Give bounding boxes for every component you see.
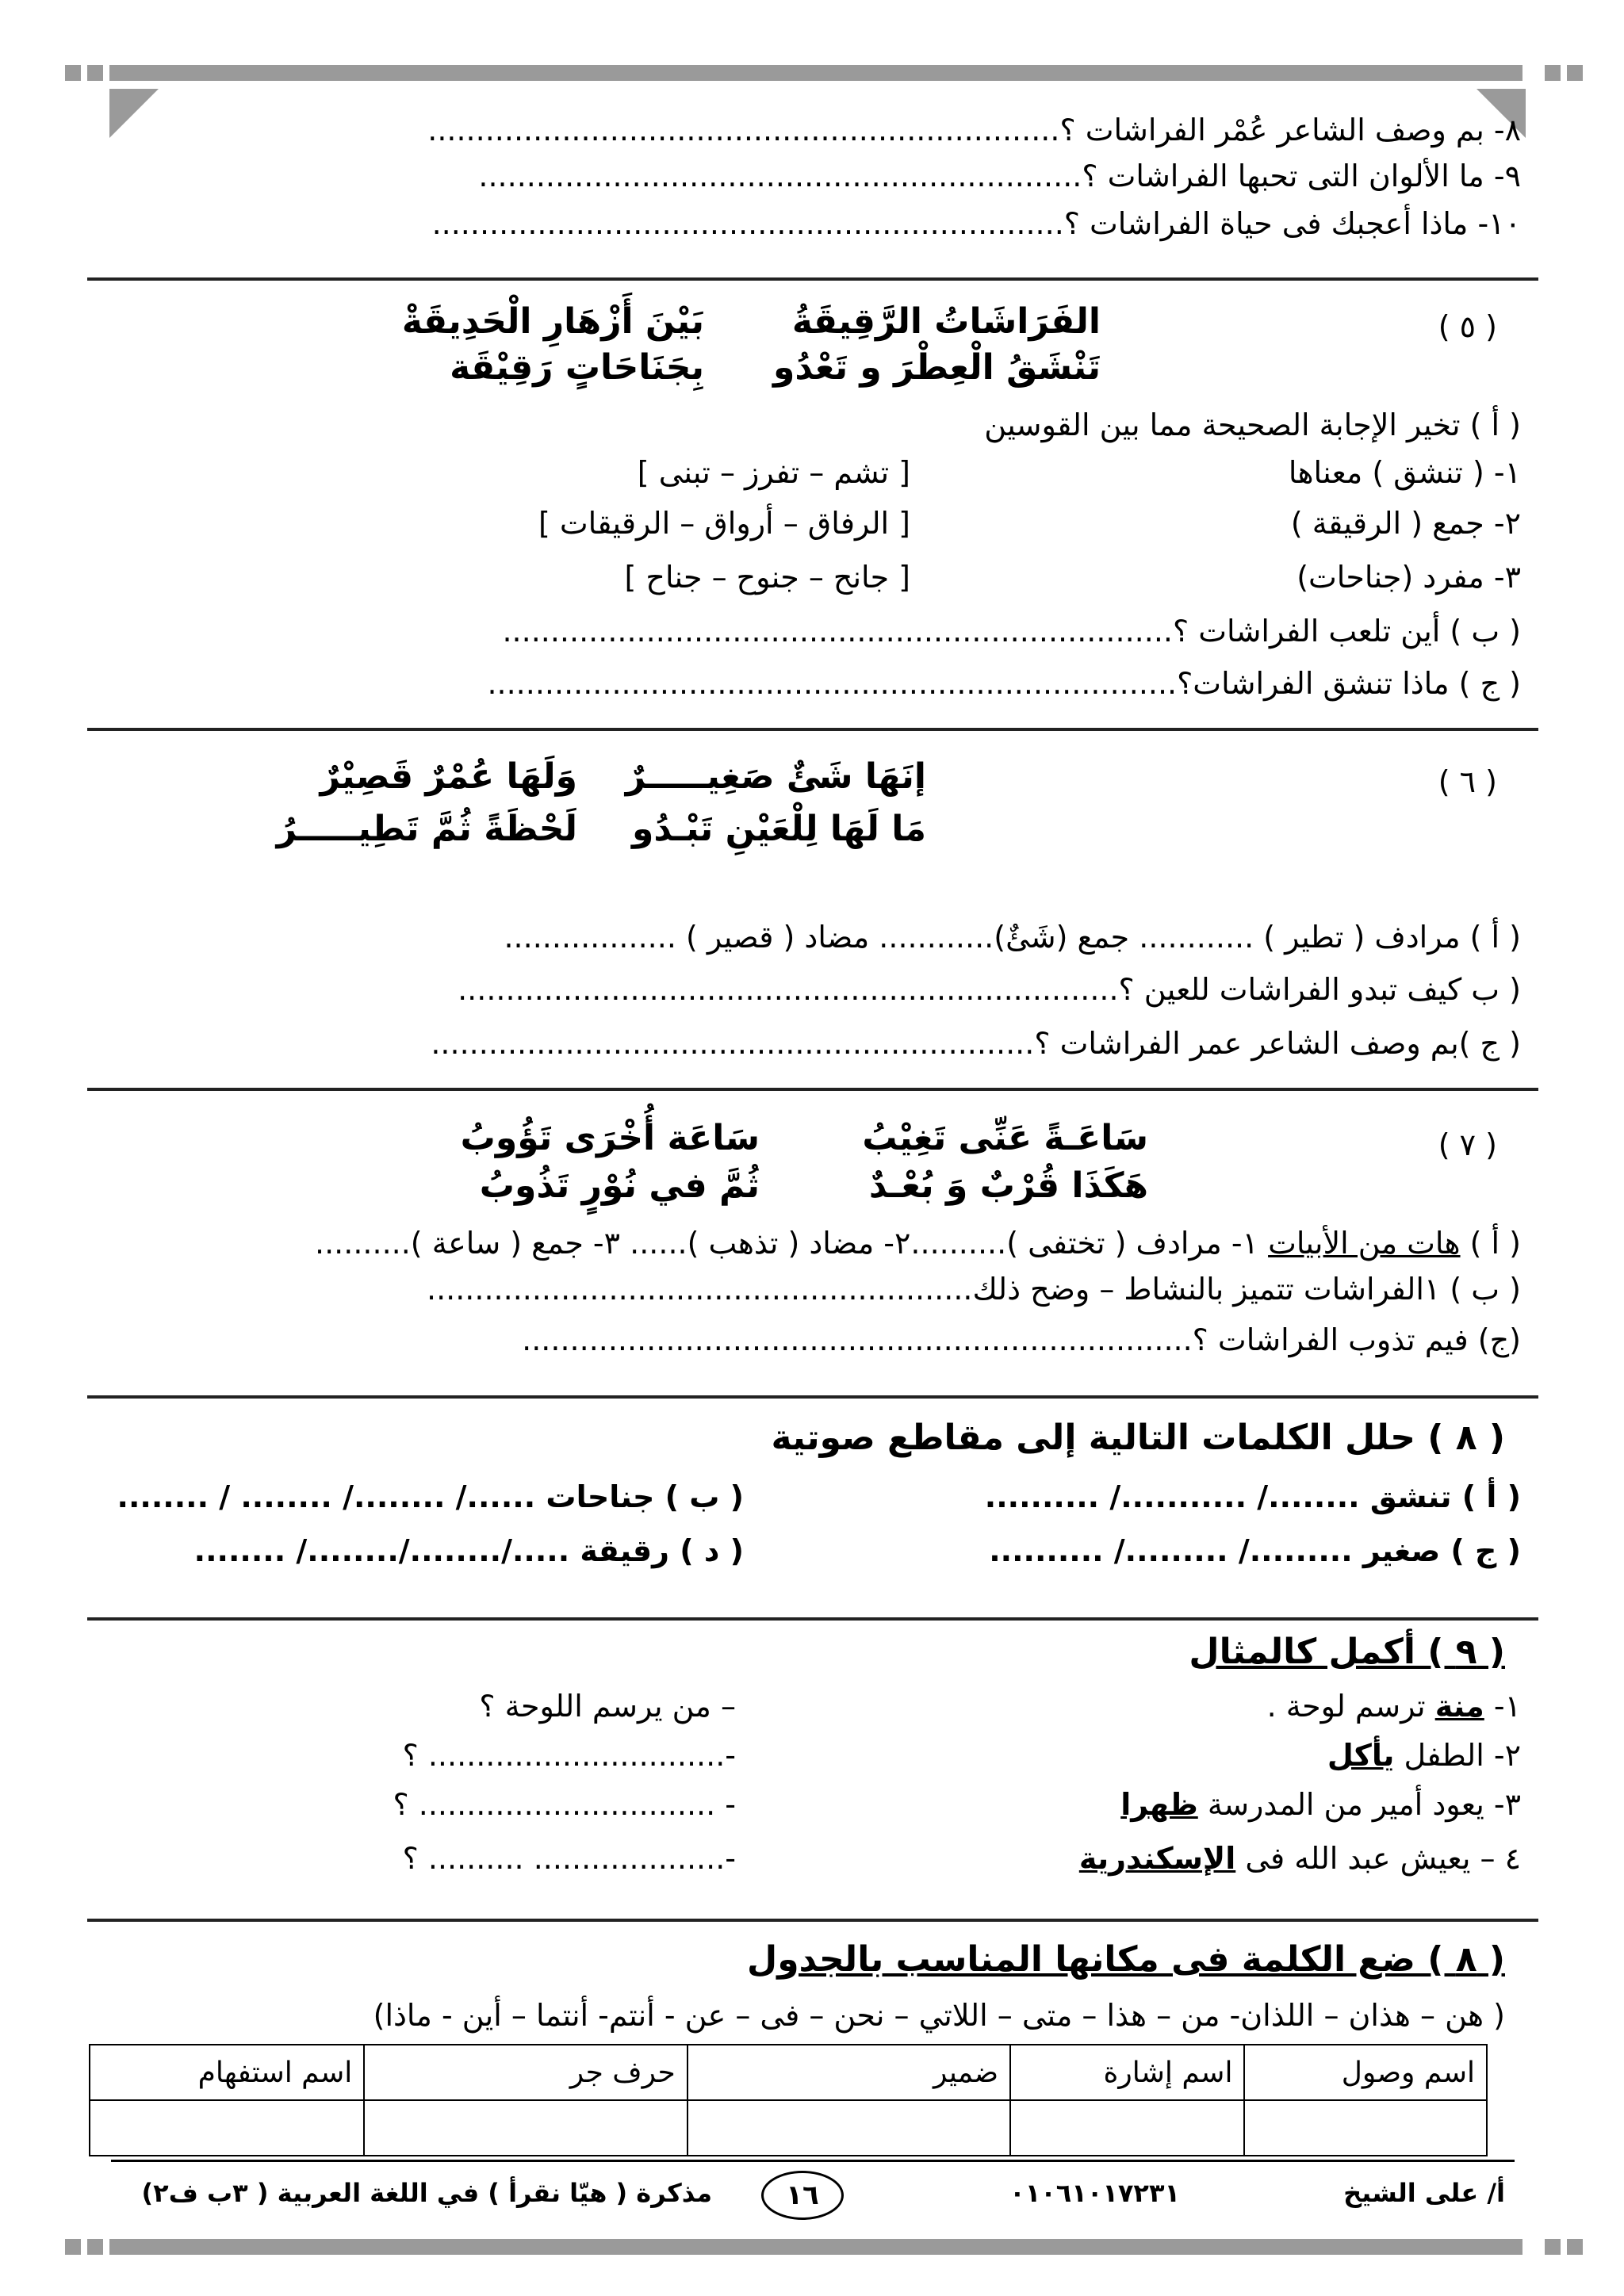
q5-number: ( ٥ ) <box>1438 309 1497 344</box>
footer-phone: ٠١٠٦١٠١٧٢٣١ <box>1009 2178 1180 2208</box>
q6-number: ( ٦ ) <box>1438 764 1497 799</box>
answer-cell-interrogative[interactable] <box>90 2100 364 2156</box>
q9-row2-answer: -............................... ؟ <box>402 1738 736 1773</box>
q7-verse1-a: سَاعَـةً عَنِّى تَغِيْبُ <box>862 1118 1148 1158</box>
q9-row3-keyword: ظهرا <box>1120 1787 1198 1822</box>
prev-q9-line: ٩- ما الألوان التى تحبها الفراشات ؟............................................................... <box>478 159 1521 193</box>
q5-verse2-a: تَنْشَقُ الْعِطْرَ و تَعْدُو <box>772 347 1101 388</box>
q9-row4-answer: -.................... .......... ؟ <box>402 1841 736 1876</box>
q10-title: ( ٨ ) ضع الكلمة فى مكانها المناسب بالجدول <box>747 1939 1505 1980</box>
page-number: ١٦ <box>761 2171 844 2220</box>
q5-a3-item: ٣- مفرد (جناحات) <box>1297 560 1521 595</box>
answer-cell-preposition[interactable] <box>364 2100 687 2156</box>
prev-q8-line: ٨- بم وصف الشاعر عُمْر الفراشات ؟.................................................................. <box>427 113 1521 147</box>
corner-square-tl2 <box>87 65 103 81</box>
q7-verse1-b: سَاعَة أُخْرَى تَؤُوبُ <box>460 1118 760 1158</box>
q7-number: ( ٧ ) <box>1438 1127 1497 1162</box>
corner-square-br <box>1545 2239 1561 2255</box>
q8-item-c: ( ج ) صغير ........./ ........./ .......... <box>989 1533 1521 1568</box>
q9-row4 <box>1079 1838 1521 1879</box>
q9-row4-pre: ٤ – يعيش عبد الله فى <box>1235 1841 1521 1876</box>
section-divider-4 <box>87 1395 1538 1399</box>
answer-cell-demonstrative[interactable] <box>1010 2100 1244 2156</box>
q9-row4-keyword: الإسكندرية <box>1078 1841 1236 1876</box>
header-preposition: حرف جر <box>364 2045 687 2100</box>
q9-title: ( ٩ ) أكمل كالمثال <box>1189 1632 1505 1672</box>
corner-square-bl2 <box>87 2239 103 2255</box>
corner-square-bl <box>65 2239 81 2255</box>
q7-a-rest: ١- مرادف ( تختفى )..........٢- مضاد ( تذهب )...... ٣- جمع ( ساعة ).......... <box>315 1226 1258 1261</box>
q9-row1-pre: ١- <box>1484 1689 1521 1724</box>
top-frame-bar <box>109 65 1522 81</box>
header-interrogative: اسم استفهام <box>90 2045 364 2100</box>
q7-verse2-a: هَكَذَا قُرْبٌ وَ بُعْـدٌ <box>868 1165 1148 1206</box>
q5-a2-choices: [ الرفاق – أرواق – الرقيقات ] <box>538 506 910 541</box>
section-divider-3 <box>87 1088 1538 1091</box>
q5-b-line: ( ب ) أين تلعب الفراشات ؟...................................................................... <box>502 614 1521 649</box>
section-divider-1 <box>87 277 1538 281</box>
table-answer-row <box>90 2100 1487 2156</box>
q7-a-line <box>87 1223 1521 1264</box>
header-demonstrative: اسم إشارة <box>1010 2045 1244 2100</box>
q5-verse1-a: الفَرَاشَاتُ الرَّقِيقَةُ <box>791 301 1101 342</box>
q10-word-bank: ( هن – هذان – اللذان- من – هذا – متى – اللاتي – نحن – فى – عن - أنتم- أنتما – أين - ماذا) <box>373 1998 1505 2033</box>
q7-c-line: (ج) فيم تذوب الفراشات ؟...................................................................... <box>522 1322 1521 1357</box>
classification-table <box>89 2044 1488 2156</box>
prev-q10-line: ١٠- ماذا أعجبك فى حياة الفراشات ؟.................................................................. <box>431 206 1521 241</box>
corner-square-tl <box>65 65 81 81</box>
q6-a-line: ( أ ) مرادف ( تطير ) ............ جمع (شَئٌ)............ مضاد ( قصير ) .................. <box>504 920 1521 955</box>
q5-a1-choices: [ تشم – تفرز – تبنى ] <box>637 455 910 490</box>
q7-verse2-b: ثُمَّ في نُوْرٍ تَذُوبُ <box>479 1165 760 1206</box>
q5-verse1-b: بَيْنَ أَزْهَارِ الْحَدِيقَةْ <box>401 301 704 342</box>
q9-row3 <box>1120 1784 1521 1825</box>
footer-title: مذكرة ( هيّا نقرأ ) في اللغة العربية ( ٣ب ف٢) <box>141 2178 712 2208</box>
q5-a2-item: ٢- جمع ( الرقيقة ) <box>1290 506 1521 541</box>
q9-row2-keyword: يأكل <box>1327 1738 1395 1773</box>
header-relative-noun: اسم وصول <box>1244 2045 1487 2100</box>
q9-row1 <box>1267 1686 1521 1727</box>
corner-square-br2 <box>1567 2239 1583 2255</box>
q9-row1-answer: – من يرسم اللوحة ؟ <box>479 1689 736 1724</box>
table-header-row <box>90 2045 1487 2100</box>
q7-a-label: ( أ ) <box>1469 1226 1521 1261</box>
header-pronoun: ضمير <box>688 2045 1010 2100</box>
q7-a-underlined: هات من الأبيات <box>1268 1226 1461 1261</box>
q6-verse2-b: لَحْظَةً ثُمَّ تَطِيـــــرُ <box>276 809 577 849</box>
corner-square-tr <box>1545 65 1561 81</box>
q6-c-line: ( ج )بم وصف الشاعر عمر الفراشات ؟............................................................... <box>431 1026 1521 1061</box>
q8-item-a: ( أ ) تنشق ......../ .........../ .......... <box>984 1479 1521 1514</box>
q5-a3-choices: [ جانح – جنوح – جناح ] <box>624 560 910 595</box>
footer-line-top <box>111 2160 1515 2162</box>
answer-cell-relative[interactable] <box>1244 2100 1487 2156</box>
q5-a1-item: ١- ( تنشق ) معناها <box>1288 455 1521 490</box>
q6-verse2-a: مَا لَهَا لِلْعَيْنِ تَبْـدُو <box>632 809 926 849</box>
section-divider-5 <box>87 1617 1538 1621</box>
q6-b-line: ( ب كيف تبدو الفراشات للعين ؟..................................................................... <box>458 972 1521 1007</box>
q8-title: ( ٨ ) حلل الكلمات التالية إلى مقاطع صوتية <box>771 1418 1505 1458</box>
q9-row3-pre: ٣- يعود أمير من المدرسة <box>1197 1787 1521 1822</box>
q9-row1-post: ترسم لوحة . <box>1266 1689 1435 1724</box>
q5-a-heading: ( أ ) تخير الإجابة الصحيحة مما بين القوسين <box>984 408 1521 442</box>
answer-cell-pronoun[interactable] <box>688 2100 1010 2156</box>
footer-author: أ/ على الشيخ <box>1343 2178 1505 2208</box>
q6-verse1-b: وَلَهَا عُمْرٌ قَصِيْرٌ <box>320 756 577 797</box>
bottom-frame-bar <box>109 2239 1522 2255</box>
q5-verse2-b: بِجَنَاحَاتٍ رَقِيْقَة <box>450 347 704 388</box>
section-divider-2 <box>87 728 1538 731</box>
q9-row3-answer: - ............................... ؟ <box>393 1787 736 1822</box>
q8-item-d: ( د ) رقيقة ...../......../......../ ........ <box>193 1533 744 1568</box>
q9-row1-keyword: منة <box>1434 1689 1484 1724</box>
section-divider-6 <box>87 1919 1538 1922</box>
q6-verse1-a: إنَهَا شَئٌ صَغِيـــــرٌ <box>625 756 926 797</box>
q7-b-line: ( ب ) ١الفراشات تتميز بالنشاط – وضح ذلك......................................................... <box>426 1272 1521 1307</box>
q8-item-b: ( ب ) جناحات ....../ ......../ ........ / ........ <box>117 1479 744 1514</box>
corner-square-tr2 <box>1567 65 1583 81</box>
q9-row2-pre: ٢- الطفل <box>1394 1738 1521 1773</box>
q9-row2 <box>1327 1735 1521 1776</box>
q5-c-line: ( ج ) ماذا تنشق الفراشات؟........................................................................ <box>487 666 1521 701</box>
